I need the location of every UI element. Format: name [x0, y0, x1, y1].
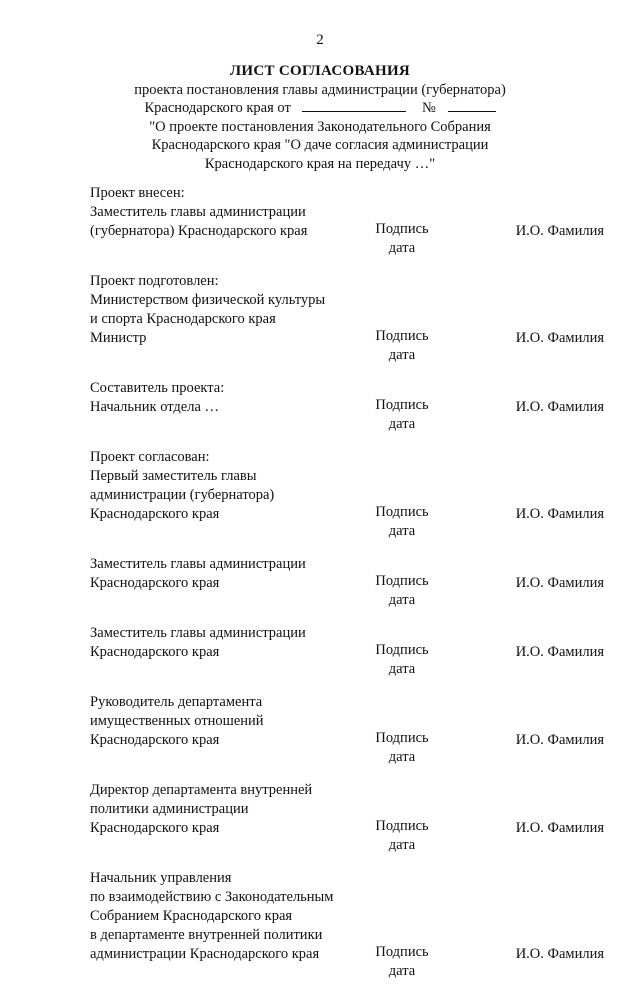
date-label: дата	[388, 661, 416, 677]
signature-date-block	[372, 943, 432, 981]
approval-section	[90, 272, 610, 362]
position-line: Краснодарского края	[90, 644, 220, 660]
approval-section	[90, 869, 610, 978]
approver-name: И.О. Фамилия	[515, 506, 604, 522]
position-line: и спорта Краснодарского края	[90, 311, 276, 327]
section-heading: Проект подготовлен:	[90, 273, 219, 289]
date-label: дата	[388, 963, 416, 979]
signature-date-block	[372, 503, 432, 541]
section-heading: Проект согласован:	[90, 449, 210, 465]
signature-label: Подпись	[375, 642, 429, 658]
position-line: Краснодарского края	[90, 575, 220, 591]
position-line: политики администрации	[90, 801, 249, 817]
approver-name: И.О. Фамилия	[515, 644, 604, 660]
position-line: Собранием Краснодарского края	[90, 908, 293, 924]
approval-section	[90, 624, 610, 676]
position-line: в департаменте внутренней политики	[90, 927, 323, 943]
document-title: ЛИСТ СОГЛАСОВАНИЯ	[229, 63, 411, 79]
approver-row	[90, 693, 610, 765]
position-line: Министр	[90, 330, 147, 346]
signature-date-block	[372, 729, 432, 767]
approver-row	[90, 555, 610, 608]
approval-section	[90, 693, 610, 764]
position-line: Первый заместитель главы	[90, 468, 257, 484]
position-line: Краснодарского края	[90, 732, 220, 748]
signature-date-block	[372, 572, 432, 610]
approver-name: И.О. Фамилия	[515, 330, 604, 346]
signature-label: Подпись	[375, 328, 429, 344]
header-line-1: проекта постановления главы администрации (губернатора)	[134, 81, 506, 98]
signature-label: Подпись	[375, 397, 429, 413]
section-heading: Проект внесен:	[90, 185, 185, 201]
signature-date-block	[372, 396, 432, 434]
signature-label: Подпись	[375, 221, 429, 237]
approver-name: И.О. Фамилия	[515, 946, 604, 962]
approver-name: И.О. Фамилия	[515, 223, 604, 239]
position-line: Краснодарского края	[90, 506, 220, 522]
date-label: дата	[388, 416, 416, 432]
position-line: администрации Краснодарского края	[90, 946, 320, 962]
page-number: 2	[316, 32, 324, 48]
position-line: Начальник отдела …	[90, 399, 220, 415]
approver-row	[90, 781, 610, 853]
date-label: дата	[388, 523, 416, 539]
approval-sheet-header	[0, 62, 640, 173]
approver-row	[90, 624, 610, 677]
signature-date-block	[372, 220, 432, 258]
signature-label: Подпись	[375, 730, 429, 746]
date-label: дата	[388, 837, 416, 853]
position-line: имущественных отношений	[90, 713, 264, 729]
signature-label: Подпись	[375, 944, 429, 960]
position-line: (губернатора) Краснодарского края	[90, 223, 308, 239]
signature-date-block	[372, 641, 432, 679]
approval-section	[90, 379, 610, 431]
approver-name: И.О. Фамилия	[515, 820, 604, 836]
position-line: Руководитель департамента	[90, 694, 263, 710]
number-sign: №	[422, 100, 436, 116]
position-line: по взаимодействию с Законодательным	[90, 889, 334, 905]
section-heading: Составитель проекта:	[90, 380, 225, 396]
approver-row	[90, 203, 610, 256]
header-line-3: "О проекте постановления Законодательного Собрания	[149, 118, 491, 135]
approver-row	[90, 397, 610, 432]
approver-name: И.О. Фамилия	[515, 575, 604, 591]
approver-name: И.О. Фамилия	[515, 399, 604, 415]
approval-section	[90, 555, 610, 607]
header-line-5: Краснодарского края на передачу …"	[204, 155, 436, 172]
date-label: дата	[388, 240, 416, 256]
date-blank	[302, 99, 406, 112]
signature-date-block	[372, 817, 432, 855]
position-line: Начальник управления	[90, 870, 232, 886]
header-line-2-prefix: Краснодарского края от	[144, 100, 291, 116]
approver-row	[90, 869, 610, 979]
signature-label: Подпись	[375, 504, 429, 520]
approval-sections	[90, 184, 610, 995]
date-label: дата	[388, 592, 416, 608]
signature-label: Подпись	[375, 573, 429, 589]
position-line: Министерством физической культуры	[90, 292, 326, 308]
approver-row	[90, 467, 610, 539]
position-line: Краснодарского края	[90, 820, 220, 836]
approval-section	[90, 781, 610, 852]
date-label: дата	[388, 347, 416, 363]
header-line-4: Краснодарского края "О даче согласия администрации	[151, 137, 489, 153]
approver-row	[90, 291, 610, 363]
approval-section	[90, 184, 610, 255]
position-line: администрации (губернатора)	[90, 487, 275, 503]
approver-name: И.О. Фамилия	[515, 732, 604, 748]
approval-section	[90, 448, 610, 538]
signature-date-block	[372, 327, 432, 365]
header-line-2	[0, 99, 640, 118]
signature-label: Подпись	[375, 818, 429, 834]
position-line: Заместитель главы администрации	[90, 204, 306, 220]
date-label: дата	[388, 749, 416, 765]
position-line: Заместитель главы администрации	[90, 556, 306, 572]
position-line: Заместитель главы администрации	[90, 625, 306, 641]
number-blank	[448, 99, 496, 112]
position-line: Директор департамента внутренней	[90, 782, 313, 798]
